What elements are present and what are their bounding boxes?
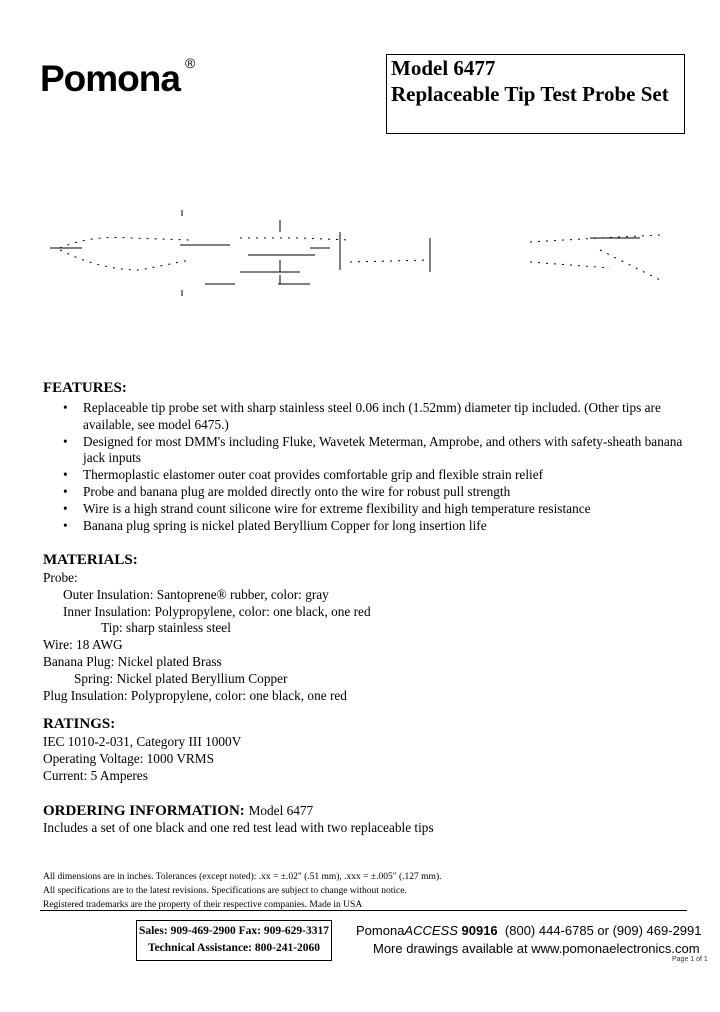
sales-fax: Sales: 909-469-2900 Fax: 909-629-3317	[138, 925, 330, 937]
more-drawings: More drawings available at www.pomonaelectronics.com	[373, 941, 700, 956]
ordering-heading	[43, 803, 313, 820]
probe-solid-lines	[50, 210, 640, 296]
title-box	[386, 54, 685, 134]
notes	[43, 870, 441, 912]
material-line: Outer Insulation: Santoprene® rubber, color: gray	[63, 586, 329, 602]
material-line: Inner Insulation: Polypropylene, color: one black, one red	[63, 603, 371, 619]
pomona-logo: Pomona	[40, 58, 180, 99]
material-line: Wire: 18 AWG	[43, 637, 123, 653]
access-brand: Pomona	[356, 923, 405, 938]
probe-drawing	[30, 180, 690, 310]
feature-item: • Probe and banana plug are molded directly onto the wire for robust pull strength	[43, 484, 683, 501]
material-line: Plug Insulation: Polypropylene, color: one black, one red	[43, 687, 347, 703]
model-number: Model 6477	[391, 56, 496, 80]
access-number: 90916	[461, 923, 498, 938]
access-phones: (800) 444-6785 or (909) 469-2991	[504, 923, 702, 938]
rating-line: IEC 1010-2-031, Category III 1000V	[43, 734, 242, 749]
features-heading: FEATURES:	[43, 380, 127, 396]
access-italic: ACCESS	[404, 923, 458, 938]
rating-line: Operating Voltage: 1000 VRMS	[43, 750, 215, 766]
material-line: Tip: sharp stainless steel	[101, 620, 231, 636]
ordering-text: Includes a set of one black and one red test lead with two replaceable tips	[43, 820, 434, 835]
feature-item: • Banana plug spring is nickel plated Beryllium Copper for long insertion life	[43, 518, 683, 535]
features-list	[43, 400, 683, 534]
feature-item: • Thermoplastic elastomer outer coat provides comfortable grip and flexible strain relief	[43, 467, 683, 484]
rating-line: Current: 5 Amperes	[43, 767, 148, 783]
feature-item: • Wire is a high strand count silicone wire for extreme flexibility and high temperature resistance	[43, 501, 683, 518]
note-line: Registered trademarks are the property of their respective companies. Made in USA	[43, 900, 363, 910]
material-line: Spring: Nickel plated Beryllium Copper	[74, 670, 288, 686]
material-line: Probe:	[43, 570, 78, 585]
product-title: Replaceable Tip Test Probe Set	[391, 82, 669, 106]
material-line: Banana Plug: Nickel plated Brass	[43, 653, 222, 669]
ratings-list	[43, 734, 241, 784]
probe-outline	[60, 235, 660, 280]
pomona-access	[356, 923, 702, 938]
ordering-model: Model 6477	[248, 803, 314, 818]
feature-item: • Designed for most DMM's including Fluke, Wavetek Meterman, Amprobe, and others with safety-sheath banana jack inputs	[43, 434, 683, 468]
materials-heading: MATERIALS:	[43, 552, 138, 568]
page-number: Page 1 of 1	[672, 956, 708, 963]
footer-divider	[40, 910, 687, 911]
ordering-label: ORDERING INFORMATION:	[43, 803, 245, 819]
registered-mark: ®	[185, 55, 196, 71]
feature-item: • Replaceable tip probe set with sharp stainless steel 0.06 inch (1.52mm) diameter tip included. (Other tips are available, see model 6475.)	[43, 400, 683, 434]
ratings-heading: RATINGS:	[43, 716, 116, 732]
contact-box	[136, 920, 332, 961]
materials-list	[43, 570, 371, 704]
note-line: All specifications are to the latest revisions. Specifications are subject to change without notice.	[43, 886, 407, 896]
tech-assistance: Technical Assistance: 800-241-2060	[147, 942, 321, 954]
note-line: All dimensions are in inches. Tolerances (except noted): .xx = ±.02" (.51 mm), .xxx = ±.005" (.127 mm).	[43, 872, 442, 882]
